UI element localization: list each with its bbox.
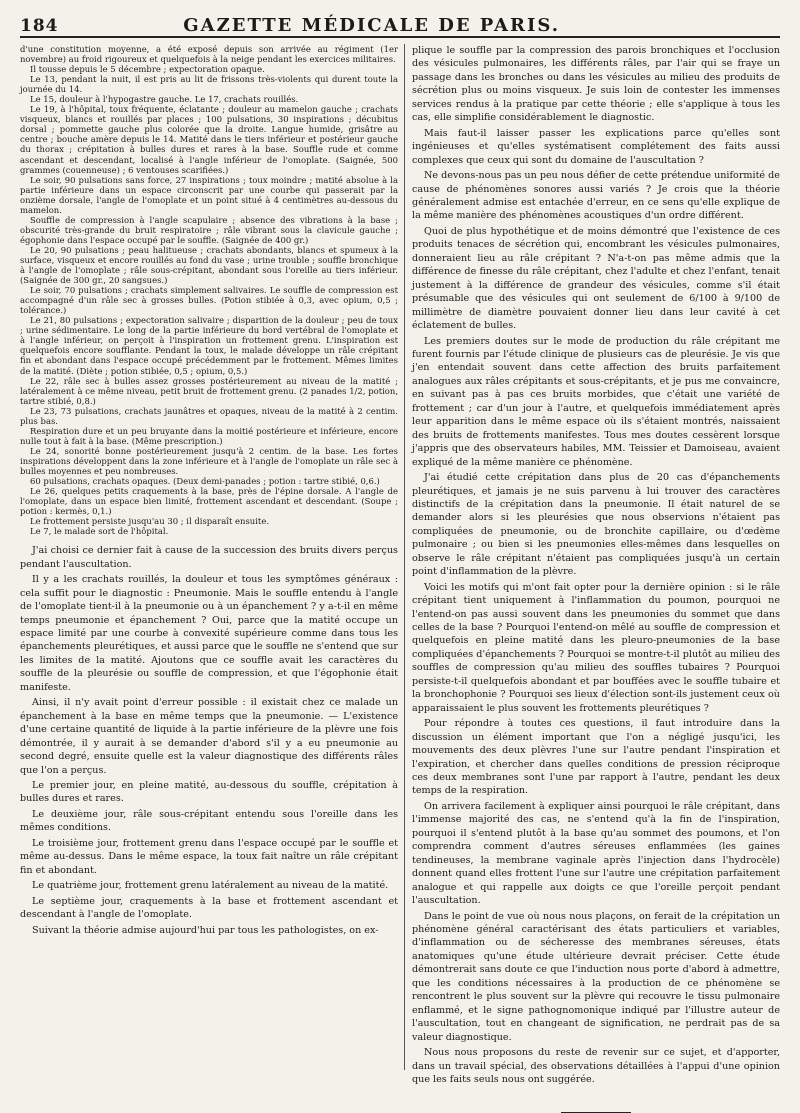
case-observation [20, 44, 398, 536]
body-paragraph: Voici les motifs qui m'ont fait opter pour la dernière opinion : si le râle crépitant tient uniquement à l'inflammation du poumon, pourquoi ne l'entend-on pas aussi souvent dans les pneumonies du sommet que dans celles de la base ? Pourquoi l'entend-on mêlé au souffle de compression et quelquefois en pleine matité dans les pleuro-pneumonies de la base compliquées d'épanchements ? Pourquoi se montre-t-il plutôt au milieu des souffles de compression qu'au milieu des souffles tubaires ? Pourquoi persiste-t-il quelquefois abondant et par bouffées avec le souffle tubaire et la bronchophonie ? Pourquoi ses lieux d'élection sont-ils justement ceux où apparaissaient le plus souvent les frottements pleurétiques ? [412, 581, 780, 714]
case-paragraph: d'une constitution moyenne, a été exposé depuis son arrivée au régiment (1er novembre) au froid rigoureux et quelquefois à la neige pendant les exercices militaires. [20, 44, 398, 65]
body-paragraph: Ainsi, il n'y avait point d'erreur possible : il existait chez ce malade un épanchement à la base en même temps que la pneumonie. — L'existence d'une certaine quantité de liquide à la partie inférieure de la plèvre une fois démontrée, il y aurait à se demander d'abord s'il y a eu pneumonie au second degré, ensuite quelle est la valeur diagnostique des différents râles que l'on a perçus. [20, 697, 398, 776]
body-paragraph: Les premiers doutes sur le mode de production du râle crépitant me furent fournis par l'étude clinique de plusieurs cas de pleurésie. Je vis que j'en entendait souvent dans cette affection des bruits parfaitement analogues aux râles crépitants et sous-crépitants, et je pus me convaincre, en suivant pas à pas ces bruits morbides, que c'était une variété de frottement ; car d'un jour à l'autre, et quelquefois immédiatement après leur apparition dans le même espace où ils s'étaient montrés, naissaient des bruits de frottements manifestes. Tous mes doutes cessèrent lorsque j'appris que des observateurs habiles, MM. Teissier et Damoiseau, avaient expliqué de la même manière ce phénomène. [412, 335, 780, 468]
case-paragraph: Le 24, sonorité bonne postérieurement jusqu'à 2 centim. de la base. Les fortes inspirations développent dans la zone inférieure et à l'angle de l'omoplate un râle sec à bulles moyennes et peu nombreuses. [20, 445, 398, 476]
column-divider [404, 44, 405, 1070]
case-paragraph: Le 15, douleur à l'hypogastre gauche. Le 17, crachats rouillés. [30, 94, 299, 105]
body-paragraph: Suivant la théorie admise aujourd'hui par tous les pathologistes, on ex- [32, 924, 379, 936]
body-paragraph: Dans le point de vue où nous nous plaçons, on ferait de la crépitation un phénomène général caractérisant des états particuliers et variables, d'inflammation ou de sécheresse des membranes séreuses, états anatomiques qu'une étude ultérieure devrait préciser. Cette étude démontrerait sans doute ce que l'induction nous porte d'abord à admettre, que les conditions nécessaires à la production de ce phénomène se rencontrent le plus souvent sur la plèvre qui recouvre le tissu pulmonaire enflammé, et le signe pathognomonique indiqué par l'illustre auteur de l'auscultation, tout en changeant de signification, ne perdrait pas de sa valeur diagnostique. [412, 910, 780, 1043]
right-column [412, 44, 780, 1085]
body-paragraph: Mais faut-il laisser passer les explications parce qu'elles sont ingénieuses et qu'elles systématisent complétement des faits aussi complexes que ceux qui sont du domaine de l'auscultation ? [412, 127, 780, 166]
journal-title: GAZETTE MÉDICALE DE PARIS. [183, 15, 560, 36]
case-paragraph: Le 20, 90 pulsations ; peau halitueuse ; crachats abondants, blancs et spumeux à la surface, visqueux et encore rouillés au fond du vase ; urine trouble ; souffle bronchique à l'angle de l'omoplate ; râle sous-crépitant, abondant sous l'oreille au tiers inférieur. (Saignée de 300 gr., 20 sangsues.) [20, 244, 398, 286]
body-paragraph: plique le souffle par la compression des parois bronchiques et l'occlusion des vésicules pulmonaires, les différents râles, par l'air qui se fraye un passage dans les bronches ou dans les vésicules au milieu des produits de sécrétion plus ou moins visqueux. Je suis loin de contester les immenses services rendus à la pratique par cette théorie ; elle s'applique à tous les cas, elle simplifie considérablement le diagnostic. [412, 45, 780, 124]
body-paragraph: Le septième jour, craquements à la base et frottement ascendant et descendant à l'angle de l'omoplate. [20, 895, 398, 921]
case-paragraph: Souffle de compression à l'angle scapulaire ; absence des vibrations à la base ; obscurité très-grande du bruit respiratoire ; râle vibrant sous la clavicule gauche ; égophonie dans l'espace occupé par le souffle. (Saignée de 400 gr.) [20, 214, 398, 245]
body-paragraph: Il y a les crachats rouillés, la douleur et tous les symptômes généraux : cela suffit pour le diagnostic : Pneumonie. Mais le souffle entendu à l'angle de l'omoplate tient-il à la pneumonie ou à un épanchement ? y a-t-il en même temps pneumonie et épanchement ? Oui, parce que la matité occupe un espace limité par une courbe à convexité supérieure comme dans tous les épanchements pleurétiques, et aussi parce que le souffle ne s'entend que sur les limites de la matité. Ajoutons que ce souffle avait les caractères du souffle de la pleurésie ou souffle de compression, et que l'égophonie était manifeste. [20, 574, 398, 693]
body-paragraph: Quoi de plus hypothétique et de moins démontré que l'existence de ces produits tenaces de sécrétion qui, encombrant les vésicules pulmonaires, donneraient lieu au râle crépitant ? N'a-t-on pas même admis que la différence de finesse du râle crépitant, chez l'adulte et chez l'enfant, tenait justement à la différence de grandeur des vésicules, comme s'il était présumable que des vésicules qui ont seulement de 6/100 à 9/100 de millimètre de diamètre pouvaient donner lieu dans leur cavité à cet éclatement de bulles. [412, 225, 780, 332]
body-paragraph: Pour répondre à toutes ces questions, il faut introduire dans la discussion un élément important que l'on a négligé jusqu'ici, les mouvements des deux plèvres l'une sur l'autre pendant l'inspiration et l'expiration, et chercher dans quelles conditions de pression réciproque ces deux membranes sont l'une par rapport à l'autre, pendant les deux temps de la respiration. [412, 718, 780, 797]
body-paragraph: J'ai choisi ce dernier fait à cause de la succession des bruits divers perçus pendant l'auscultation. [20, 545, 398, 570]
case-paragraph: Le soir, 70 pulsations ; crachats simplement salivaires. Le souffle de compression est accompagné d'un râle sec à grosses bulles. (Potion stibiée à 0,3, avec opium, 0,5 ; tolérance.) [20, 285, 398, 316]
case-paragraph: Il tousse depuis le 5 décembre ; expectoration opaque. [30, 64, 265, 75]
case-paragraph: Le 26, quelques petits craquements à la base, près de l'épine dorsale. A l'angle de l'omoplate, dans un espace bien limité, frottement ascendant et descendant. (Soupe ; potion : kermès, 0,1.) [20, 486, 398, 517]
left-column [20, 44, 398, 1070]
case-paragraph: Le 7, le malade sort de l'hôpital. [30, 526, 169, 537]
case-paragraph: Respiration dure et un peu bruyante dans la moitié postérieure et inférieure, encore nulle tout à fait à la base. (Même prescription.) [20, 425, 398, 446]
case-paragraph: 60 pulsations, crachats opaques. (Deux demi-panades ; potion : tartre stibié, 0,6.) [30, 476, 380, 487]
page-header [20, 8, 780, 38]
discussion-left [20, 544, 398, 937]
body-paragraph: Le deuxième jour, râle sous-crépitant entendu sous l'oreille dans les mêmes conditions. [20, 808, 398, 834]
case-paragraph: Le 23, 73 pulsations, crachats jaunâtres et opaques, niveau de la matité à 2 centim. plus bas. [20, 405, 398, 426]
body-paragraph: J'ai étudié cette crépitation dans plus de 20 cas d'épanchements pleurétiques, et jamais je ne suis parvenu à lui trouver des caractères distinctifs de la crépitation dans la pneumonie. Il était naturel de se demander alors si les pleurésies que nous observions n'étaient pas compliquées de pneumonie, ou de bronchite capillaire, ou d'œdème pulmonaire ; ou bien si les pneumonies elles-mêmes dans lesquelles on observe le râle crépitant n'étaient pas compliquées jusqu'à un certain point d'inflammation de la plèvre. [412, 472, 780, 578]
body-paragraph: Le quatrième jour, frottement grenu latéralement au niveau de la matité. [32, 880, 389, 892]
case-paragraph: Le soir, 90 pulsations sans force, 27 inspirations ; toux moindre ; matité absolue à la partie inférieure dans un espace circonscrit par une courbe qui passerait par la onzième dorsale, l'angle de l'omoplate et un point situé à 4 centimètres au-dessous du mamelon. [20, 174, 398, 215]
case-paragraph: Le 21, 80 pulsations ; expectoration salivaire ; disparition de la douleur ; peu de toux ; urine sédimentaire. Le long de la partie inférieure du bord vertébral de l'omoplate et à l'angle inférieur, on perçoit à l'inspiration un frottement grenu. L'inspiration est quelquefois encore soufflante. Pendant la toux, le malade développe un râle crépitant fin et abondant dans l'espace occupé précédemment par le frottement. Mêmes limites de la matité. (Diète ; potion stibiée, 0,5 ; opium, 0,5.) [20, 315, 398, 376]
discussion-right [412, 44, 780, 1086]
page-number: 184 [20, 16, 59, 36]
body-paragraph: Ne devons-nous pas un peu nous défier de cette prétendue uniformité de cause de phénomènes sonores aussi variés ? Je crois que la théorie généralement admise est entachée d'erreur, en ce sens qu'elle explique de la même manière des phénomènes acoustiques d'un ordre différent. [412, 170, 780, 222]
case-paragraph: Le 19, à l'hôpital, toux fréquente, éclatante ; douleur au mamelon gauche ; crachats visqueux, blancs et rouillés par places ; 100 pulsations, 30 inspirations ; décubitus dorsal ; pommette gauche plus colorée que la droite. Langue humide, grisâtre au centre ; bouche amère depuis le 14. Matité dans le tiers inférieur et postérieur gauche du thorax ; crépitation à bulles dures et rares à la base. Souffle rude et comme ascendant et descendant, localisé à l'angle inférieur de l'omoplate. (Saignée, 500 grammes (couenneuse) ; 6 ventouses scarifiées.) [20, 104, 398, 175]
body-paragraph: Le troisième jour, frottement grenu dans l'espace occupé par le souffle et même au-dessus. Dans le même espace, la toux fait naître un râle crépitant fin et abondant. [20, 837, 398, 876]
case-paragraph: Le 13, pendant la nuit, il est pris au lit de frissons très-violents qui durent toute la journée du 14. [20, 74, 398, 95]
body-paragraph: Le premier jour, en pleine matité, au-dessous du souffle, crépitation à bulles dures et rares. [20, 780, 398, 805]
case-paragraph: Le frottement persiste jusqu'au 30 ; il disparaît ensuite. [30, 516, 269, 527]
body-paragraph: On arrivera facilement à expliquer ainsi pourquoi le râle crépitant, dans l'immense majorité des cas, ne s'entend qu'à la fin de l'inspiration, pourquoi il s'entend plutôt à la base qu'au sommet des poumons, et l'on comprendra comment d'autres séreuses enflammées (les gaines tendineuses, la membrane vaginale après l'injection dans l'hydrocèle) donnent quand elles frottent l'une sur l'autre une crépitation parfaitement analogue et qui rappelle aux doigts ce que l'oreille perçoit pendant l'auscultation. [412, 800, 780, 907]
case-paragraph: Le 22, râle sec à bulles assez grosses postérieurement au niveau de la matité ; latéralement à ce même niveau, petit bruit de frottement grenu. (2 panades 1/2, potion, tartre stibié, 0,8.) [20, 375, 398, 406]
body-paragraph: Nous nous proposons du reste de revenir sur ce sujet, et d'apporter, dans un travail spécial, des observations détaillées à l'appui d'une opinion que les faits seuls nous ont suggérée. [412, 1047, 780, 1085]
article-columns [20, 44, 780, 1085]
